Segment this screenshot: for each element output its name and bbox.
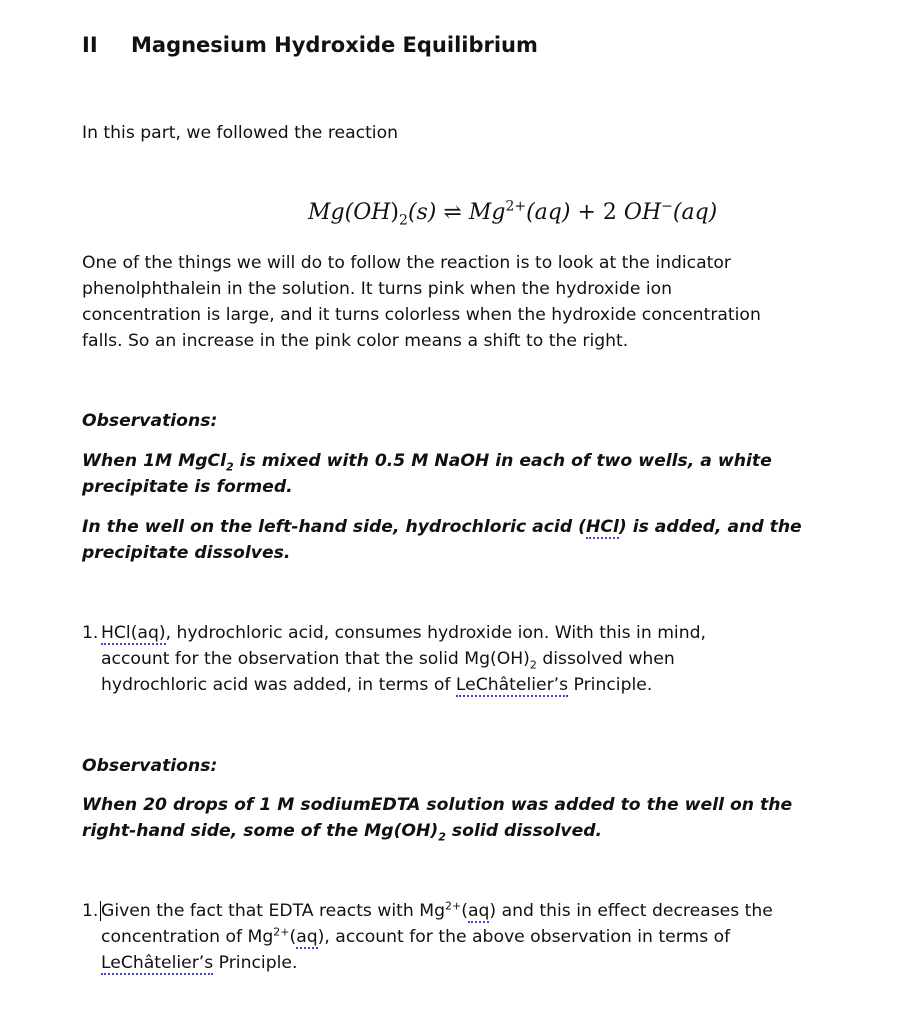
text-line bbox=[101, 620, 706, 646]
text-segment: ( bbox=[289, 927, 297, 947]
text-line bbox=[82, 302, 761, 328]
question-number: 1. bbox=[82, 623, 99, 643]
question-number: 1. bbox=[82, 901, 99, 921]
question-1[interactable] bbox=[82, 620, 706, 698]
observation-hcl bbox=[82, 514, 802, 566]
eq-oh: OH bbox=[623, 200, 662, 225]
equilibrium-arrow: ⇌ bbox=[443, 200, 462, 225]
text-segment: phenolphthalein in the solution. It turns pink when the hydroxide ion bbox=[82, 279, 673, 299]
eq-state: (aq) bbox=[526, 200, 571, 225]
text-cursor bbox=[100, 901, 101, 921]
text-segment: , hydrochloric acid, consumes hydroxide ion. With this in mind, bbox=[165, 623, 706, 643]
text-segment: precipitate is formed. bbox=[82, 477, 293, 497]
eq-sup: 2+ bbox=[505, 198, 527, 215]
text-segment: is mixed with 0.5 M NaOH in each of two wells, a white bbox=[233, 451, 772, 471]
text-segment: right-hand side, some of the Mg(OH) bbox=[82, 821, 439, 841]
text-segment: Given the fact that EDTA reacts with Mg bbox=[101, 901, 446, 921]
spellcheck-underlined-word[interactable]: aq bbox=[296, 927, 318, 947]
section-numeral: II bbox=[82, 33, 98, 57]
text-segment: Principle. bbox=[568, 675, 653, 695]
observation-edta bbox=[82, 792, 792, 844]
text-line bbox=[101, 646, 706, 672]
text-line bbox=[101, 672, 706, 698]
intro-text: In this part, we followed the reaction bbox=[82, 123, 398, 143]
text-segment: ), account for the above observation in terms of bbox=[317, 927, 731, 947]
spellcheck-underlined-word[interactable]: HCl(aq) bbox=[101, 623, 166, 643]
text-segment: ) and this in effect decreases the bbox=[489, 901, 773, 921]
text-line bbox=[82, 448, 772, 474]
text-line bbox=[82, 250, 761, 276]
text-line bbox=[82, 514, 802, 540]
subscript-text: 2 bbox=[226, 460, 234, 474]
indicator-paragraph bbox=[82, 250, 761, 354]
text-segment: dissolved when bbox=[536, 649, 675, 669]
question-2[interactable] bbox=[82, 898, 773, 976]
question-text bbox=[82, 620, 706, 698]
text-line bbox=[82, 276, 761, 302]
supscript-text: 2+ bbox=[273, 925, 290, 939]
text-line bbox=[82, 540, 802, 566]
text-segment: In the well on the left-hand side, hydrochloric acid ( bbox=[82, 517, 586, 537]
subscript-text: 2 bbox=[438, 830, 446, 844]
observations-label-2: Observations: bbox=[82, 756, 218, 776]
text-line bbox=[101, 898, 773, 924]
text-line bbox=[101, 924, 773, 950]
eq-plus: + 2 bbox=[577, 200, 617, 225]
text-segment: solid dissolved. bbox=[445, 821, 603, 841]
eq-sub: 2 bbox=[399, 212, 408, 229]
text-segment: ( bbox=[461, 901, 468, 921]
text-line bbox=[82, 792, 792, 818]
observations-label-1: Observations: bbox=[82, 411, 218, 431]
text-segment: hydrochloric acid was added, in terms of bbox=[101, 675, 456, 695]
text-segment: precipitate dissolves. bbox=[82, 543, 291, 563]
eq-mg: Mg bbox=[468, 200, 506, 225]
text-segment: One of the things we will do to follow the reaction is to look at the indicator bbox=[82, 253, 731, 273]
spellcheck-underlined-word[interactable]: HCl bbox=[585, 517, 619, 537]
section-title: Magnesium Hydroxide Equilibrium bbox=[131, 33, 538, 57]
eq-state: (aq) bbox=[672, 200, 718, 225]
spellcheck-underlined-word[interactable]: LeChâtelier’s bbox=[455, 675, 569, 695]
eq-reactant: Mg(OH bbox=[308, 200, 391, 225]
text-segment: falls. So an increase in the pink color means a shift to the right. bbox=[82, 331, 629, 351]
text-line bbox=[82, 474, 772, 500]
text-segment: account for the observation that the solid Mg(OH) bbox=[101, 649, 530, 669]
eq-state: (s) bbox=[407, 200, 437, 225]
spellcheck-underlined-word[interactable]: LeChâtelier’s bbox=[101, 953, 214, 973]
text-line bbox=[82, 328, 761, 354]
eq-sup: − bbox=[661, 198, 673, 215]
subscript-text: 2 bbox=[529, 658, 537, 672]
supscript-text: 2+ bbox=[445, 899, 462, 913]
text-line bbox=[82, 818, 792, 844]
question-text bbox=[82, 898, 773, 976]
text-segment: When 20 drops of 1 M sodiumEDTA solution was added to the well on the bbox=[82, 795, 793, 815]
text-segment: concentration of Mg bbox=[101, 927, 274, 947]
text-segment: When 1M MgCl bbox=[82, 451, 227, 471]
text-segment: ) is added, and the bbox=[618, 517, 802, 537]
text-segment: Principle. bbox=[213, 953, 298, 973]
observation-precipitate bbox=[82, 448, 772, 500]
text-line bbox=[101, 950, 773, 976]
spellcheck-underlined-word[interactable]: aq bbox=[467, 901, 490, 921]
reaction-equation: $Mg(OH)_2(s)$ ⇌ $Mg^{2+}(aq) + 2$ OH−(aq) bbox=[308, 198, 718, 229]
text-segment: concentration is large, and it turns colorless when the hydroxide concentration bbox=[82, 305, 761, 325]
